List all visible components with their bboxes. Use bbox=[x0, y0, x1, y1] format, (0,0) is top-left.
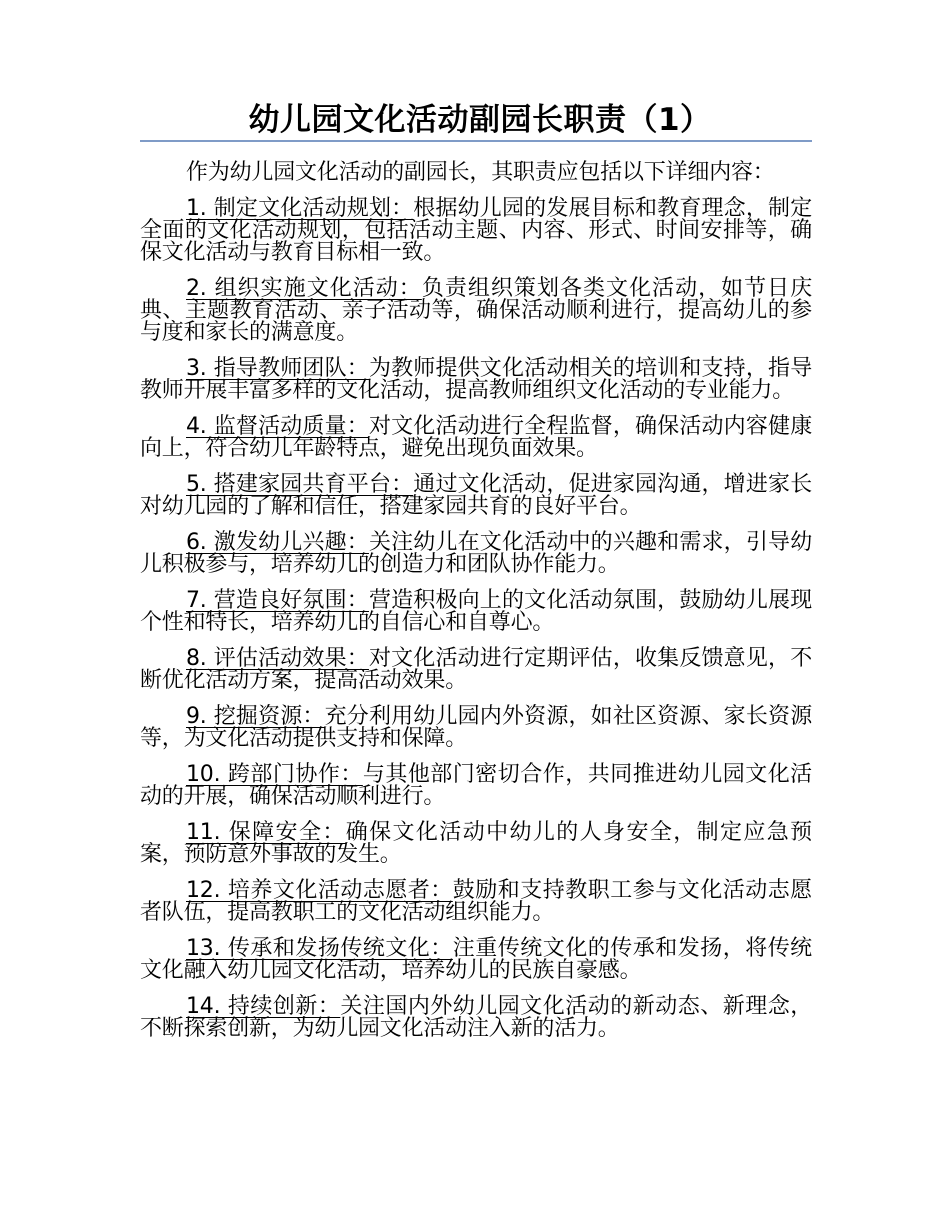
document-page bbox=[140, 100, 812, 1054]
list-item bbox=[140, 880, 812, 924]
item-heading: 6. 激发幼儿兴趣： bbox=[186, 530, 369, 555]
list-item bbox=[140, 358, 812, 402]
list-item bbox=[140, 648, 812, 692]
item-heading: 14. 持续创新： bbox=[186, 994, 341, 1019]
document-title: 幼儿园文化活动副园长职责（1） bbox=[140, 100, 812, 142]
item-heading: 4. 监督活动质量： bbox=[186, 414, 369, 439]
list-item bbox=[140, 198, 812, 264]
list-item bbox=[140, 532, 812, 576]
item-text: 根据幼儿园的发展目标和教育理念，制定全面的文化活动规划，包括活动主题、内容、形式、时间安排等，确保文化活动与教育目标相一致。 bbox=[140, 196, 812, 265]
item-text: 为教师提供文化活动相关的培训和支持，指导教师开展丰富多样的文化活动，提高教师组织文化活动的专业能力。 bbox=[140, 356, 812, 403]
item-text: 关注幼儿在文化活动中的兴趣和需求，引导幼儿积极参与，培养幼儿的创造力和团队协作能力。 bbox=[140, 530, 812, 577]
item-heading: 3. 指导教师团队： bbox=[186, 356, 369, 381]
item-heading: 12. 培养文化活动志愿者： bbox=[186, 878, 453, 903]
item-text: 关注国内外幼儿园文化活动的新动态、新理念，不断探索创新，为幼儿园文化活动注入新的活力。 bbox=[140, 994, 812, 1041]
list-item bbox=[140, 822, 812, 866]
item-text: 营造积极向上的文化活动氛围，鼓励幼儿展现个性和特长，培养幼儿的自信心和自尊心。 bbox=[140, 588, 812, 635]
item-text: 对文化活动进行全程监督，确保活动内容健康向上，符合幼儿年龄特点，避免出现负面效果。 bbox=[140, 414, 812, 461]
item-heading: 9. 挖掘资源： bbox=[186, 704, 325, 729]
item-heading: 7. 营造良好氛围： bbox=[186, 588, 369, 613]
list-item bbox=[140, 416, 812, 460]
intro-paragraph: 作为幼儿园文化活动的副园长，其职责应包括以下详细内容： bbox=[186, 160, 775, 185]
item-text: 充分利用幼儿园内外资源，如社区资源、家长资源等，为文化活动提供支持和保障。 bbox=[140, 704, 812, 751]
list-item bbox=[140, 938, 812, 982]
list-item bbox=[140, 996, 812, 1040]
list-item bbox=[140, 590, 812, 634]
list-item bbox=[140, 706, 812, 750]
item-heading: 10. 跨部门协作： bbox=[186, 762, 363, 787]
list-item bbox=[140, 764, 812, 808]
item-heading: 5. 搭建家园共育平台： bbox=[186, 472, 414, 497]
item-text: 鼓励和支持教职工参与文化活动志愿者队伍，提高教职工的文化活动组织能力。 bbox=[140, 878, 812, 925]
item-heading: 11. 保障安全： bbox=[186, 820, 346, 845]
item-heading: 1. 制定文化活动规划： bbox=[186, 196, 414, 221]
document-body bbox=[140, 162, 812, 1040]
list-item bbox=[140, 278, 812, 344]
list-item bbox=[140, 474, 812, 518]
item-text: 负责组织策划各类文化活动，如节日庆典、主题教育活动、亲子活动等，确保活动顺利进行，提高幼儿的参与度和家长的满意度。 bbox=[140, 276, 812, 345]
item-text: 对文化活动进行定期评估，收集反馈意见，不断优化活动方案，提高活动效果。 bbox=[140, 646, 812, 693]
item-text: 通过文化活动，促进家园沟通，增进家长对幼儿园的了解和信任，搭建家园共育的良好平台。 bbox=[140, 472, 812, 519]
item-heading: 13. 传承和发扬传统文化： bbox=[186, 936, 453, 961]
item-text: 注重传统文化的传承和发扬，将传统文化融入幼儿园文化活动，培养幼儿的民族自豪感。 bbox=[140, 936, 812, 983]
item-text: 确保文化活动中幼儿的人身安全，制定应急预案，预防意外事故的发生。 bbox=[140, 820, 812, 867]
item-heading: 2. 组织实施文化活动： bbox=[186, 276, 422, 301]
item-text: 与其他部门密切合作，共同推进幼儿园文化活动的开展，确保活动顺利进行。 bbox=[140, 762, 812, 809]
item-heading: 8. 评估活动效果： bbox=[186, 646, 369, 671]
